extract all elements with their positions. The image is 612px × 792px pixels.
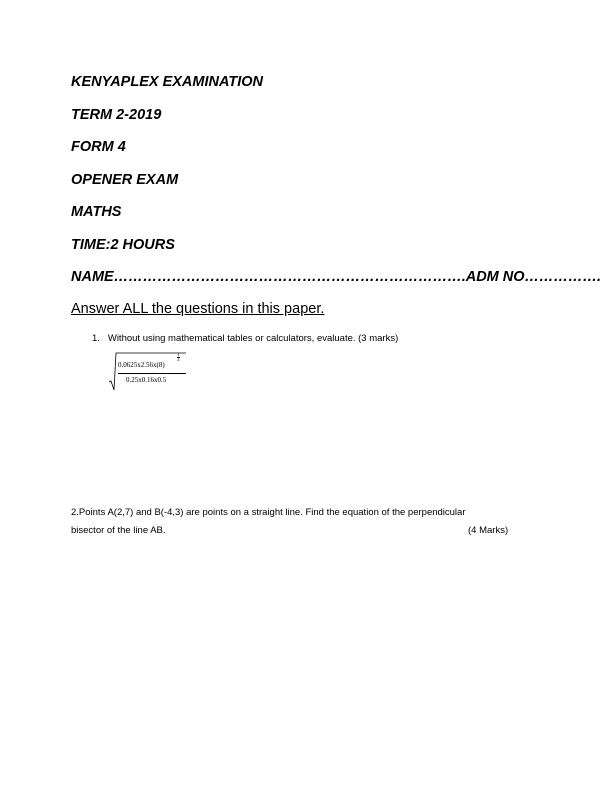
question-2-line1: 2.Points A(2,7) and B(-4,3) are points on a straight line. Find the equation of the perpendicular [71, 507, 466, 518]
term-label: TERM 2-2019 [71, 107, 162, 123]
exponent-denominator: 3 [177, 358, 180, 363]
question-text: Without using mathematical tables or calculators, evaluate. (3 marks) [107, 333, 399, 344]
form-label: FORM 4 [71, 139, 126, 155]
question-1 [92, 330, 398, 348]
time-label: TIME:2 HOURS [71, 237, 175, 253]
square-root-formula [108, 352, 188, 392]
school-title: KENYAPLEX EXAMINATION [71, 74, 264, 90]
question-number: 1. [92, 333, 100, 344]
question-2-line2: bisector of the line AB. [71, 525, 166, 536]
formula-numerator: 0.0625x2.56x(8) [118, 361, 165, 369]
instructions: Answer ALL the questions in this paper. [71, 301, 325, 317]
exponent-numerator: 1 [177, 353, 180, 358]
question-2-marks: (4 Marks) [468, 525, 509, 536]
formula-denominator: 0.25x0.16x0.5 [126, 376, 167, 384]
name-admno-line: NAME……………………………………………………………….ADM NO……………. [71, 269, 602, 285]
exam-label: OPENER EXAM [71, 172, 179, 188]
fraction-bar [118, 373, 186, 374]
subject-label: MATHS [71, 204, 122, 220]
radical-sign-icon [108, 352, 188, 392]
formula-exponent [177, 353, 180, 363]
